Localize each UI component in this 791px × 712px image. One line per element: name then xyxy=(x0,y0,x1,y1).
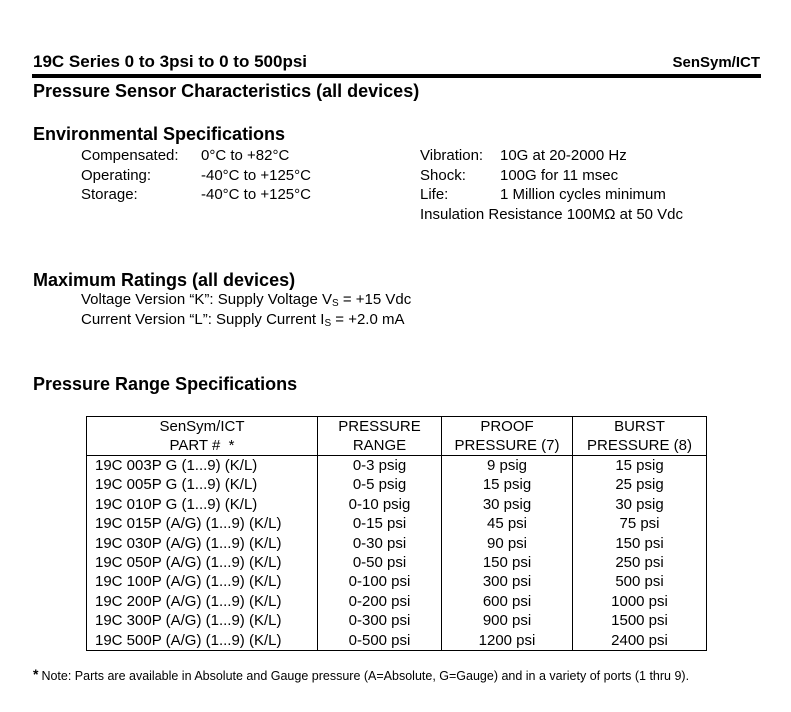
cell-part: 19C 050P (A/G) (1...9) (K/L) xyxy=(87,553,318,572)
cell-proof: 900 psi xyxy=(442,611,573,630)
pressure-range-title: Pressure Range Specifications xyxy=(33,374,298,394)
cell-burst: 250 psi xyxy=(573,553,707,572)
cell-burst: 75 psi xyxy=(573,514,707,533)
header-range-line2: RANGE xyxy=(318,436,442,456)
page-subtitle: Pressure Sensor Characteristics (all devices) xyxy=(33,81,420,101)
cell-range: 0-15 psi xyxy=(318,514,442,533)
cell-proof: 45 psi xyxy=(442,514,573,533)
header-range-line1: PRESSURE xyxy=(318,417,442,437)
env-value-vibration: 10G at 20-2000 Hz xyxy=(500,147,627,164)
cell-part: 19C 010P G (1...9) (K/L) xyxy=(87,495,318,514)
env-label-operating: Operating: xyxy=(81,167,152,184)
cell-proof: 150 psi xyxy=(442,553,573,572)
table-row xyxy=(87,631,707,651)
cell-proof: 30 psig xyxy=(442,495,573,514)
max-ratings-title: Maximum Ratings (all devices) xyxy=(33,270,296,290)
footnote-text: Note: Parts are available in Absolute and Gauge pressure (A=Absolute, G=Gauge) and in a variety of ports (1 thru 9). xyxy=(41,669,690,683)
table-row xyxy=(87,495,707,514)
env-label-storage: Storage: xyxy=(81,186,138,203)
cell-burst: 150 psi xyxy=(573,534,707,553)
cell-part: 19C 500P (A/G) (1...9) (K/L) xyxy=(87,631,318,651)
cell-proof: 15 psig xyxy=(442,475,573,494)
cell-part: 19C 300P (A/G) (1...9) (K/L) xyxy=(87,611,318,630)
env-label-life: Life: xyxy=(420,186,449,203)
cell-range: 0-3 psig xyxy=(318,456,442,476)
cell-burst: 2400 psi xyxy=(573,631,707,651)
cell-part: 19C 030P (A/G) (1...9) (K/L) xyxy=(87,534,318,553)
env-value-compensated: 0°C to +82°C xyxy=(201,147,290,164)
cell-burst: 1500 psi xyxy=(573,611,707,630)
table-row xyxy=(87,534,707,553)
cell-range: 0-10 psig xyxy=(318,495,442,514)
cell-range: 0-5 psig xyxy=(318,475,442,494)
table-row xyxy=(87,611,707,630)
footnote xyxy=(33,666,689,683)
table-row xyxy=(87,475,707,494)
cell-burst: 25 psig xyxy=(573,475,707,494)
header-burst-line2: PRESSURE (8) xyxy=(573,436,707,456)
cell-burst: 30 psig xyxy=(573,495,707,514)
pressure-range-table xyxy=(86,416,707,651)
cell-range: 0-30 psi xyxy=(318,534,442,553)
environmental-title: Environmental Specifications xyxy=(33,124,286,144)
table-row xyxy=(87,592,707,611)
voltage-rating-suffix: = +15 Vdc xyxy=(338,291,412,308)
env-value-life: 1 Million cycles minimum xyxy=(500,186,666,203)
header-rule xyxy=(32,74,761,78)
env-insulation: Insulation Resistance 100MΩ at 50 Vdc xyxy=(420,206,684,223)
cell-burst: 15 psig xyxy=(573,456,707,476)
current-rating-suffix: = +2.0 mA xyxy=(331,311,405,328)
cell-part: 19C 200P (A/G) (1...9) (K/L) xyxy=(87,592,318,611)
current-rating-prefix: Current Version “L”: Supply Current I xyxy=(81,311,325,328)
header-part-line1: SenSym/ICT xyxy=(87,417,318,437)
table-row xyxy=(87,572,707,591)
env-label-compensated: Compensated: xyxy=(81,147,179,164)
env-label-shock: Shock: xyxy=(420,167,466,184)
cell-part: 19C 100P (A/G) (1...9) (K/L) xyxy=(87,572,318,591)
cell-part: 19C 003P G (1...9) (K/L) xyxy=(87,456,318,476)
current-rating xyxy=(81,311,404,329)
cell-range: 0-300 psi xyxy=(318,611,442,630)
current-rating-subscript: S xyxy=(324,318,332,329)
cell-range: 0-50 psi xyxy=(318,553,442,572)
brand-name: SenSym/ICT xyxy=(672,54,760,71)
header-part-line2: PART # * xyxy=(87,436,318,456)
header-proof-line1: PROOF xyxy=(442,417,573,437)
env-value-operating: -40°C to +125°C xyxy=(201,167,311,184)
cell-proof: 300 psi xyxy=(442,572,573,591)
cell-range: 0-500 psi xyxy=(318,631,442,651)
footnote-asterisk: * xyxy=(33,666,39,682)
cell-range: 0-200 psi xyxy=(318,592,442,611)
table-row xyxy=(87,456,707,476)
cell-part: 19C 015P (A/G) (1...9) (K/L) xyxy=(87,514,318,533)
voltage-rating-subscript: S xyxy=(332,298,339,309)
voltage-rating-prefix: Voltage Version “K”: Supply Voltage V xyxy=(81,291,332,308)
voltage-rating xyxy=(81,291,411,309)
cell-burst: 1000 psi xyxy=(573,592,707,611)
cell-proof: 9 psig xyxy=(442,456,573,476)
cell-range: 0-100 psi xyxy=(318,572,442,591)
cell-proof: 1200 psi xyxy=(442,631,573,651)
document-title: 19C Series 0 to 3psi to 0 to 500psi xyxy=(33,52,308,71)
env-value-storage: -40°C to +125°C xyxy=(201,186,311,203)
cell-proof: 90 psi xyxy=(442,534,573,553)
header-burst-line1: BURST xyxy=(573,417,707,437)
table-row xyxy=(87,553,707,572)
cell-burst: 500 psi xyxy=(573,572,707,591)
header-proof-line2: PRESSURE (7) xyxy=(442,436,573,456)
env-label-vibration: Vibration: xyxy=(420,147,484,164)
table-row xyxy=(87,514,707,533)
env-value-shock: 100G for 11 msec xyxy=(500,167,619,184)
cell-proof: 600 psi xyxy=(442,592,573,611)
cell-part: 19C 005P G (1...9) (K/L) xyxy=(87,475,318,494)
